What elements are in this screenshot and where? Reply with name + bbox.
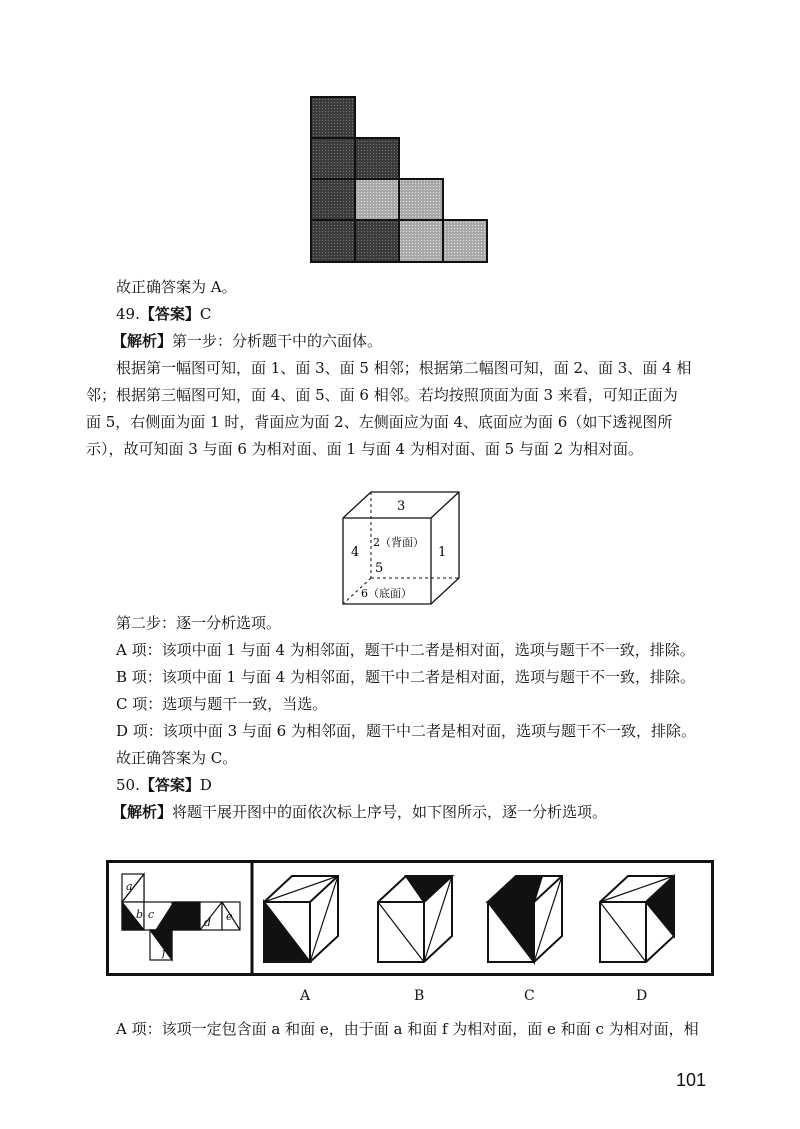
stair-cell	[311, 179, 355, 220]
face-2-label: 2（背面）	[373, 536, 424, 549]
face-4-label: 4	[351, 545, 360, 560]
face-3-label: 3	[397, 499, 406, 514]
stair-cell	[443, 220, 487, 262]
stair-cell	[355, 179, 399, 220]
stair-cell	[355, 138, 399, 179]
net-label-e: e	[226, 910, 233, 923]
option-b-cube	[378, 876, 452, 962]
net-label-c: c	[148, 908, 155, 921]
option-a-cube	[264, 876, 338, 962]
page-number: 101	[676, 1070, 707, 1090]
bottom-block	[86, 1016, 726, 1043]
stair-cell	[311, 138, 355, 179]
step2-line: 第二步：逐一分析选项。	[116, 614, 282, 632]
option-label-b: B	[414, 988, 425, 1004]
option-label-d: D	[636, 988, 648, 1004]
option-c-cube	[488, 876, 562, 962]
option-label-a: A	[300, 988, 311, 1004]
stair-cell	[311, 220, 355, 262]
option-d-cube	[600, 876, 674, 962]
cube-perspective-figure	[335, 488, 467, 610]
net-label-f: f	[162, 946, 167, 959]
option-analysis-line: D 项：该项中面 3 与面 6 为相邻面，题干中二者是相对面，选项与题干不一致，排除。	[116, 722, 696, 740]
net-label-b: b	[136, 908, 144, 921]
q49-para-line: 根据第一幅图可知，面 1、面 3、面 5 相邻；根据第二幅图可知，面 2、面 3、面 4 相	[116, 359, 692, 377]
option-analysis-line: C 项：选项与题干一致，当选。	[116, 695, 328, 713]
option-analysis-line: B 项：该项中面 1 与面 4 为相邻面，题干中二者是相对面，选项与题干不一致，排除。	[116, 668, 695, 686]
q50-analysis-line: 【解析】将题干展开图中的面依次标上序号，如下图所示，逐一分析选项。	[112, 803, 608, 821]
stair-cell	[355, 220, 399, 262]
q50-figure	[106, 860, 714, 976]
stair-cell	[399, 220, 443, 262]
q50-answer-line: 50.【答案】D	[116, 776, 212, 794]
face-6-label: 6（底面）	[361, 587, 412, 600]
q49-para-line: 示），故可知面 3 与面 6 为相对面、面 1 与面 4 为相对面、面 5 与面 2 为相对面。	[86, 440, 643, 458]
step2-block	[86, 610, 726, 826]
conclusion-line: 故正确答案为 C。	[116, 749, 238, 767]
staircase-figure	[310, 96, 490, 266]
q49-para-line: 面 5，右侧面为面 1 时，背面应为面 2、左侧面应为面 4、底面应为面 6（如下透视图所	[86, 413, 673, 431]
option-analysis-line: A 项：该项中面 1 与面 4 为相邻面，题干中二者是相对面，选项与题干不一致，排除。	[116, 641, 695, 659]
stair-cell	[311, 97, 355, 138]
net-label-d: d	[204, 916, 212, 929]
answer-48-block	[86, 274, 726, 463]
q49-para-line: 邻；根据第三幅图可知，面 4、面 5、面 6 相邻。若均按照顶面为面 3 来看，可知正面为	[86, 386, 678, 404]
answer-line: 故正确答案为 A。	[116, 278, 237, 296]
q49-analysis-line: 【解析】第一步：分析题干中的六面体。	[112, 332, 383, 350]
option-label-c: C	[524, 988, 535, 1004]
face-5-label: 5	[375, 561, 384, 576]
option-a-analysis-line: A 项：该项一定包含面 a 和面 e，由于面 a 和面 f 为相对面，面 e 和面 c 为相对面，相	[116, 1020, 699, 1038]
net-label-a: a	[126, 880, 133, 893]
face-1-label: 1	[438, 545, 447, 560]
stair-cell	[399, 179, 443, 220]
q49-answer-line: 49.【答案】C	[116, 305, 212, 323]
